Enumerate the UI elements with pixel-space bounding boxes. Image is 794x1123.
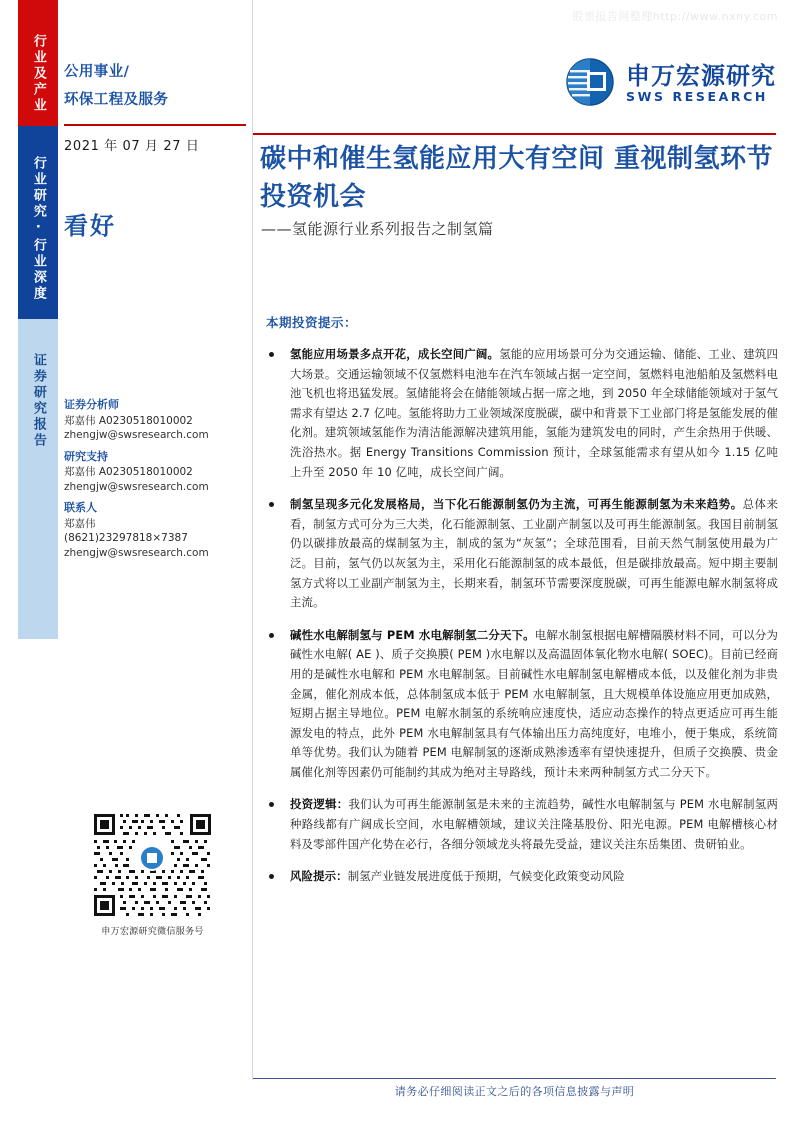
- sector-block: [64, 58, 249, 114]
- logo-name-cn: 申万宏源研究: [626, 62, 776, 91]
- contact-email[interactable]: zhengjw@swsresearch.com: [64, 546, 209, 559]
- bullet-text: 制氢产业链发展进度低于预期，气候变化政策变动风险: [347, 869, 625, 884]
- list-item: [266, 626, 778, 783]
- sector-line-2: 环保工程及服务: [64, 92, 169, 108]
- rail-label-research: 行业研究·行业深度: [30, 156, 46, 302]
- logo-text: [626, 64, 776, 104]
- report-date: 2021 年 07 月 27 日: [64, 139, 200, 154]
- highlights-heading: 本期投资提示：: [266, 315, 358, 330]
- bullet-lead: 投资逻辑：: [290, 797, 349, 812]
- rail-label-securities-report: 证券研究报告: [30, 353, 46, 449]
- sws-globe-icon: [563, 56, 617, 112]
- sector-line-1: 公用事业/: [64, 64, 130, 80]
- title-divider: [253, 133, 776, 135]
- bullet-text: 氢能的应用场景可分为交通运输、储能、工业、建筑四大场景。交通运输领域不仅氢燃料电池车在汽车领域占据一定空间，氢燃料电池船舶及氢燃料电池飞机也将迅猛发展。氢储能将会在储能领域占据一席之地，到 2050 年全球储能领域对于氢气需求有望达 2.7 亿吨。氢能将助力工业领域深度脱碳，碳中和背景下工业部门将是氢能发展的催化剂。建筑领域氢能作为清洁能源解决建筑用能，氢能为建筑发电的同时，产生余热用于供暖、洗浴热水。据 Energy Transitions Commission 预计，全球氢能需求有望从如今 1.15 亿吨上升至 2050 年 10 亿吨，成长空间广阔。: [290, 347, 779, 479]
- analyst-block: [64, 398, 254, 567]
- support-role-label: 研究支持: [64, 449, 108, 463]
- logo-name-en: SWS RESEARCH: [626, 89, 768, 105]
- bullet-lead: 氢能应用场景多点开花，成长空间广阔。: [290, 347, 500, 361]
- bullet-lead: 制氢呈现多元化发展格局，当下化石能源制氢仍为主流，可再生能源制氢为未来趋势。: [290, 497, 743, 512]
- left-column: [64, 0, 249, 241]
- contact-role-label: 联系人: [64, 501, 97, 514]
- footer-divider: [253, 1078, 776, 1079]
- qr-caption: 申万宏源研究微信服务号: [101, 927, 204, 937]
- sector-divider: [64, 124, 246, 126]
- rail-label-industry: 行业及产业: [30, 34, 46, 114]
- qr-code-block: [90, 810, 215, 937]
- list-item: [266, 345, 778, 482]
- investment-highlights: [266, 313, 778, 900]
- rail-segment-industry: [18, 0, 58, 126]
- bullet-text: 我们认为可再生能源制氢是未来的主流趋势，碱性水电解制氢与 PEM 水电解制氢两种路线都有广阔成长空间，水电解槽领域，建议关注隆基股份、阳光电源。PEM 电解槽核心材料及零部件国产化势在必行，各细分领域龙头将最先受益，建议关注东岳集团、贵研铂业。: [290, 797, 778, 851]
- contact-phone: (8621)23297818×7387: [64, 532, 188, 544]
- rating-badge: 看好: [64, 212, 116, 240]
- highlights-list: [266, 345, 778, 887]
- support-name-code: 郑嘉伟 A0230518010002: [64, 466, 193, 478]
- support-email[interactable]: zhengjw@swsresearch.com: [64, 480, 209, 493]
- list-item: [266, 867, 778, 887]
- rail-segment-securities-report: [18, 319, 58, 639]
- analyst-role-label: 证券分析师: [64, 398, 119, 411]
- column-divider: [252, 0, 253, 1080]
- rail-segment-research: [18, 126, 58, 319]
- analyst-email[interactable]: zhengjw@swsresearch.com: [64, 429, 209, 441]
- bullet-text: 总体来看，制氢方式可分为三大类，化石能源制氢、工业副产制氢以及可再生能源制氢。我国目前制氢仍以碳排放最高的煤制氢为主，制成的氢为“灰氢”；全球范围看，目前天然气制氢使用最为广泛。目前，氢气仍以灰氢为主，采用化石能源制氢的成本最低，但是碳排放最高。短中期主要制氢方式将以工业副产制氢为主，长期来看，制氢环节需要深度脱碳，可再生能源电解水制氢将成主流。: [290, 497, 779, 610]
- analyst-group-analyst: [64, 398, 254, 443]
- list-item: [266, 795, 778, 854]
- analyst-group-support: [64, 450, 254, 495]
- contact-name: 郑嘉伟: [64, 517, 96, 530]
- bullet-lead: 碱性水电解制氢与 PEM 水电解制氢二分天下。: [290, 627, 535, 642]
- bullet-text: 电解水制氢根据电解槽隔膜材料不同，可以分为碱性水电解( AE )、质子交换膜( PEM )水电解以及高温固体氧化物水电解( SOEC)。目前已经商用的是碱性水电解和 PEM 水电解制氢。目前碱性水电解制氢电解槽成本低，以及催化剂为非贵金属，催化剂成本低，总体制氢成本低于 PEM 水电解制氢，且大规模单体设施应用更加成熟，短期占据主导地位。PEM 电解水制氢的系统响应速度快，适应动态操作的特点更适应可再生能源发电的特点，此外 PEM 水电解制氢具有气体输出压力高纯度好，电堆小，便于集成，系统简单等优势。我们认为随着 PEM 电解制氢的逐渐成熟渗透率有望快速提升，但质子交换膜、贵金属催化剂等因素仍可能制约其成为绝对主导路线，预计未来两种制氢方式二分天下。: [290, 627, 778, 779]
- footer-disclaimer: 请务必仔细阅读正文之后的各项信息披露与声明: [394, 1085, 635, 1098]
- analyst-group-contact: [64, 501, 254, 560]
- bullet-lead: 风险提示：: [290, 869, 348, 884]
- company-logo: [563, 56, 776, 112]
- page-subtitle: ——氢能源行业系列报告之制氢篇: [261, 220, 494, 238]
- watermark-text: 股票报告网整理http://www.nxny.com: [572, 10, 778, 23]
- page-title: 碳中和催生氢能应用大有空间 重视制氢环节投资机会: [260, 144, 774, 212]
- sidebar-rail: [18, 0, 58, 639]
- qr-code-image: [90, 810, 215, 920]
- analyst-name-code: 郑嘉伟 A0230518010002: [64, 414, 193, 427]
- list-item: [266, 495, 778, 613]
